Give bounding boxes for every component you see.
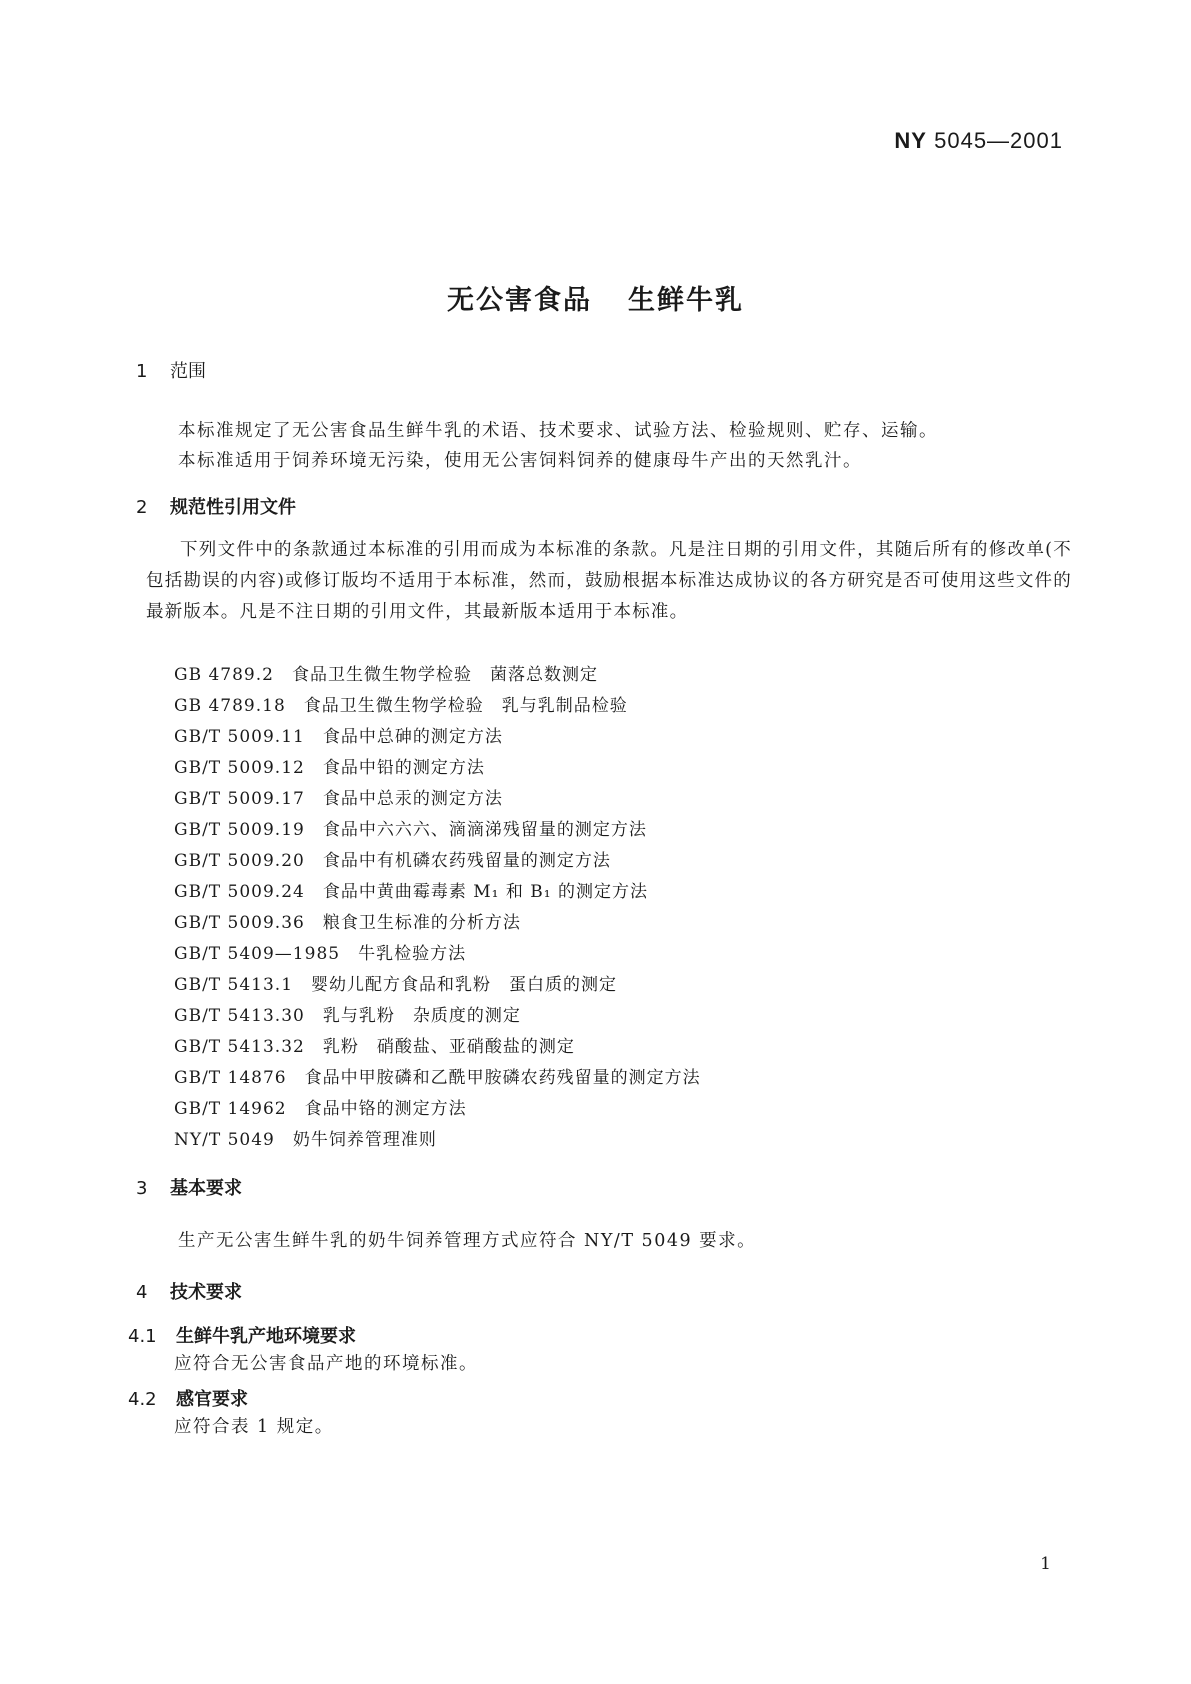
reference-list — [174, 660, 974, 1156]
section-4-1-text: 应符合无公害食品产地的环境标准。 — [174, 1354, 478, 1374]
reference-item: GB/T 5413.32 乳粉 硝酸盐、亚硝酸盐的测定 — [174, 1037, 575, 1057]
section-3-text: 生产无公害生鲜牛乳的奶牛饲养管理方式应符合 NY/T 5049 要求。 — [178, 1231, 757, 1251]
section-2-intro: 下列文件中的条款通过本标准的引用而成为本标准的条款。凡是注日期的引用文件，其随后所有的修改单(不包括勘误的内容)或修订版均不适用于本标准，然而，鼓励根据本标准达成协议的各方研究是否可使用这些文件的最新版本。凡是不注日期的引用文件，其最新版本适用于本标准。 — [146, 540, 1072, 622]
reference-item: GB/T 14876 食品中甲胺磷和乙酰甲胺磷农药残留量的测定方法 — [174, 1068, 701, 1088]
section-1-heading: 1 范围 — [136, 361, 206, 382]
section-3-heading: 3 基本要求 — [136, 1178, 242, 1199]
reference-item: GB/T 5413.30 乳与乳粉 杂质度的测定 — [174, 1006, 521, 1026]
section-4-2-text: 应符合表 1 规定。 — [174, 1417, 334, 1437]
section-4-2-heading: 4.2 感官要求 — [128, 1389, 248, 1410]
section-4-heading: 4 技术要求 — [136, 1282, 242, 1303]
section-1-line-1: 本标准规定了无公害食品生鲜牛乳的术语、技术要求、试验方法、检验规则、贮存、运输。 — [178, 421, 938, 441]
section-2-heading: 2 规范性引用文件 — [136, 497, 296, 518]
reference-item: GB/T 5009.20 食品中有机磷农药残留量的测定方法 — [174, 851, 611, 871]
reference-item: GB/T 5009.12 食品中铅的测定方法 — [174, 758, 485, 778]
reference-item: GB/T 5009.17 食品中总汞的测定方法 — [174, 789, 503, 809]
reference-item: GB/T 5009.24 食品中黄曲霉毒素 M₁ 和 B₁ 的测定方法 — [174, 882, 648, 902]
page-number: 1 — [1040, 1554, 1051, 1574]
reference-item: GB/T 5413.1 婴幼儿配方食品和乳粉 蛋白质的测定 — [174, 975, 618, 995]
reference-item: GB/T 5009.36 粮食卫生标准的分析方法 — [174, 913, 521, 933]
reference-item: GB 4789.2 食品卫生微生物学检验 菌落总数测定 — [174, 665, 598, 685]
reference-item: NY/T 5049 奶牛饲养管理准则 — [174, 1130, 437, 1150]
reference-item: GB/T 5409—1985 牛乳检验方法 — [174, 944, 467, 964]
section-4-1-heading: 4.1 生鲜牛乳产地环境要求 — [128, 1326, 356, 1347]
standard-code: 5045—2001 — [934, 128, 1063, 153]
section-1-line-2: 本标准适用于饲养环境无污染，使用无公害饲料饲养的健康母牛产出的天然乳汁。 — [178, 451, 862, 471]
title-part-2: 生鲜牛乳 — [628, 285, 744, 316]
title-part-1: 无公害食品 — [447, 285, 592, 316]
reference-item: GB 4789.18 食品卫生微生物学检验 乳与乳制品检验 — [174, 696, 628, 716]
standard-number — [894, 128, 1063, 154]
reference-item: GB/T 5009.19 食品中六六六、滴滴涕残留量的测定方法 — [174, 820, 647, 840]
reference-item: GB/T 14962 食品中铬的测定方法 — [174, 1099, 467, 1119]
reference-item: GB/T 5009.11 食品中总砷的测定方法 — [174, 727, 503, 747]
document-title — [0, 278, 1191, 317]
standard-prefix: NY — [894, 128, 927, 153]
